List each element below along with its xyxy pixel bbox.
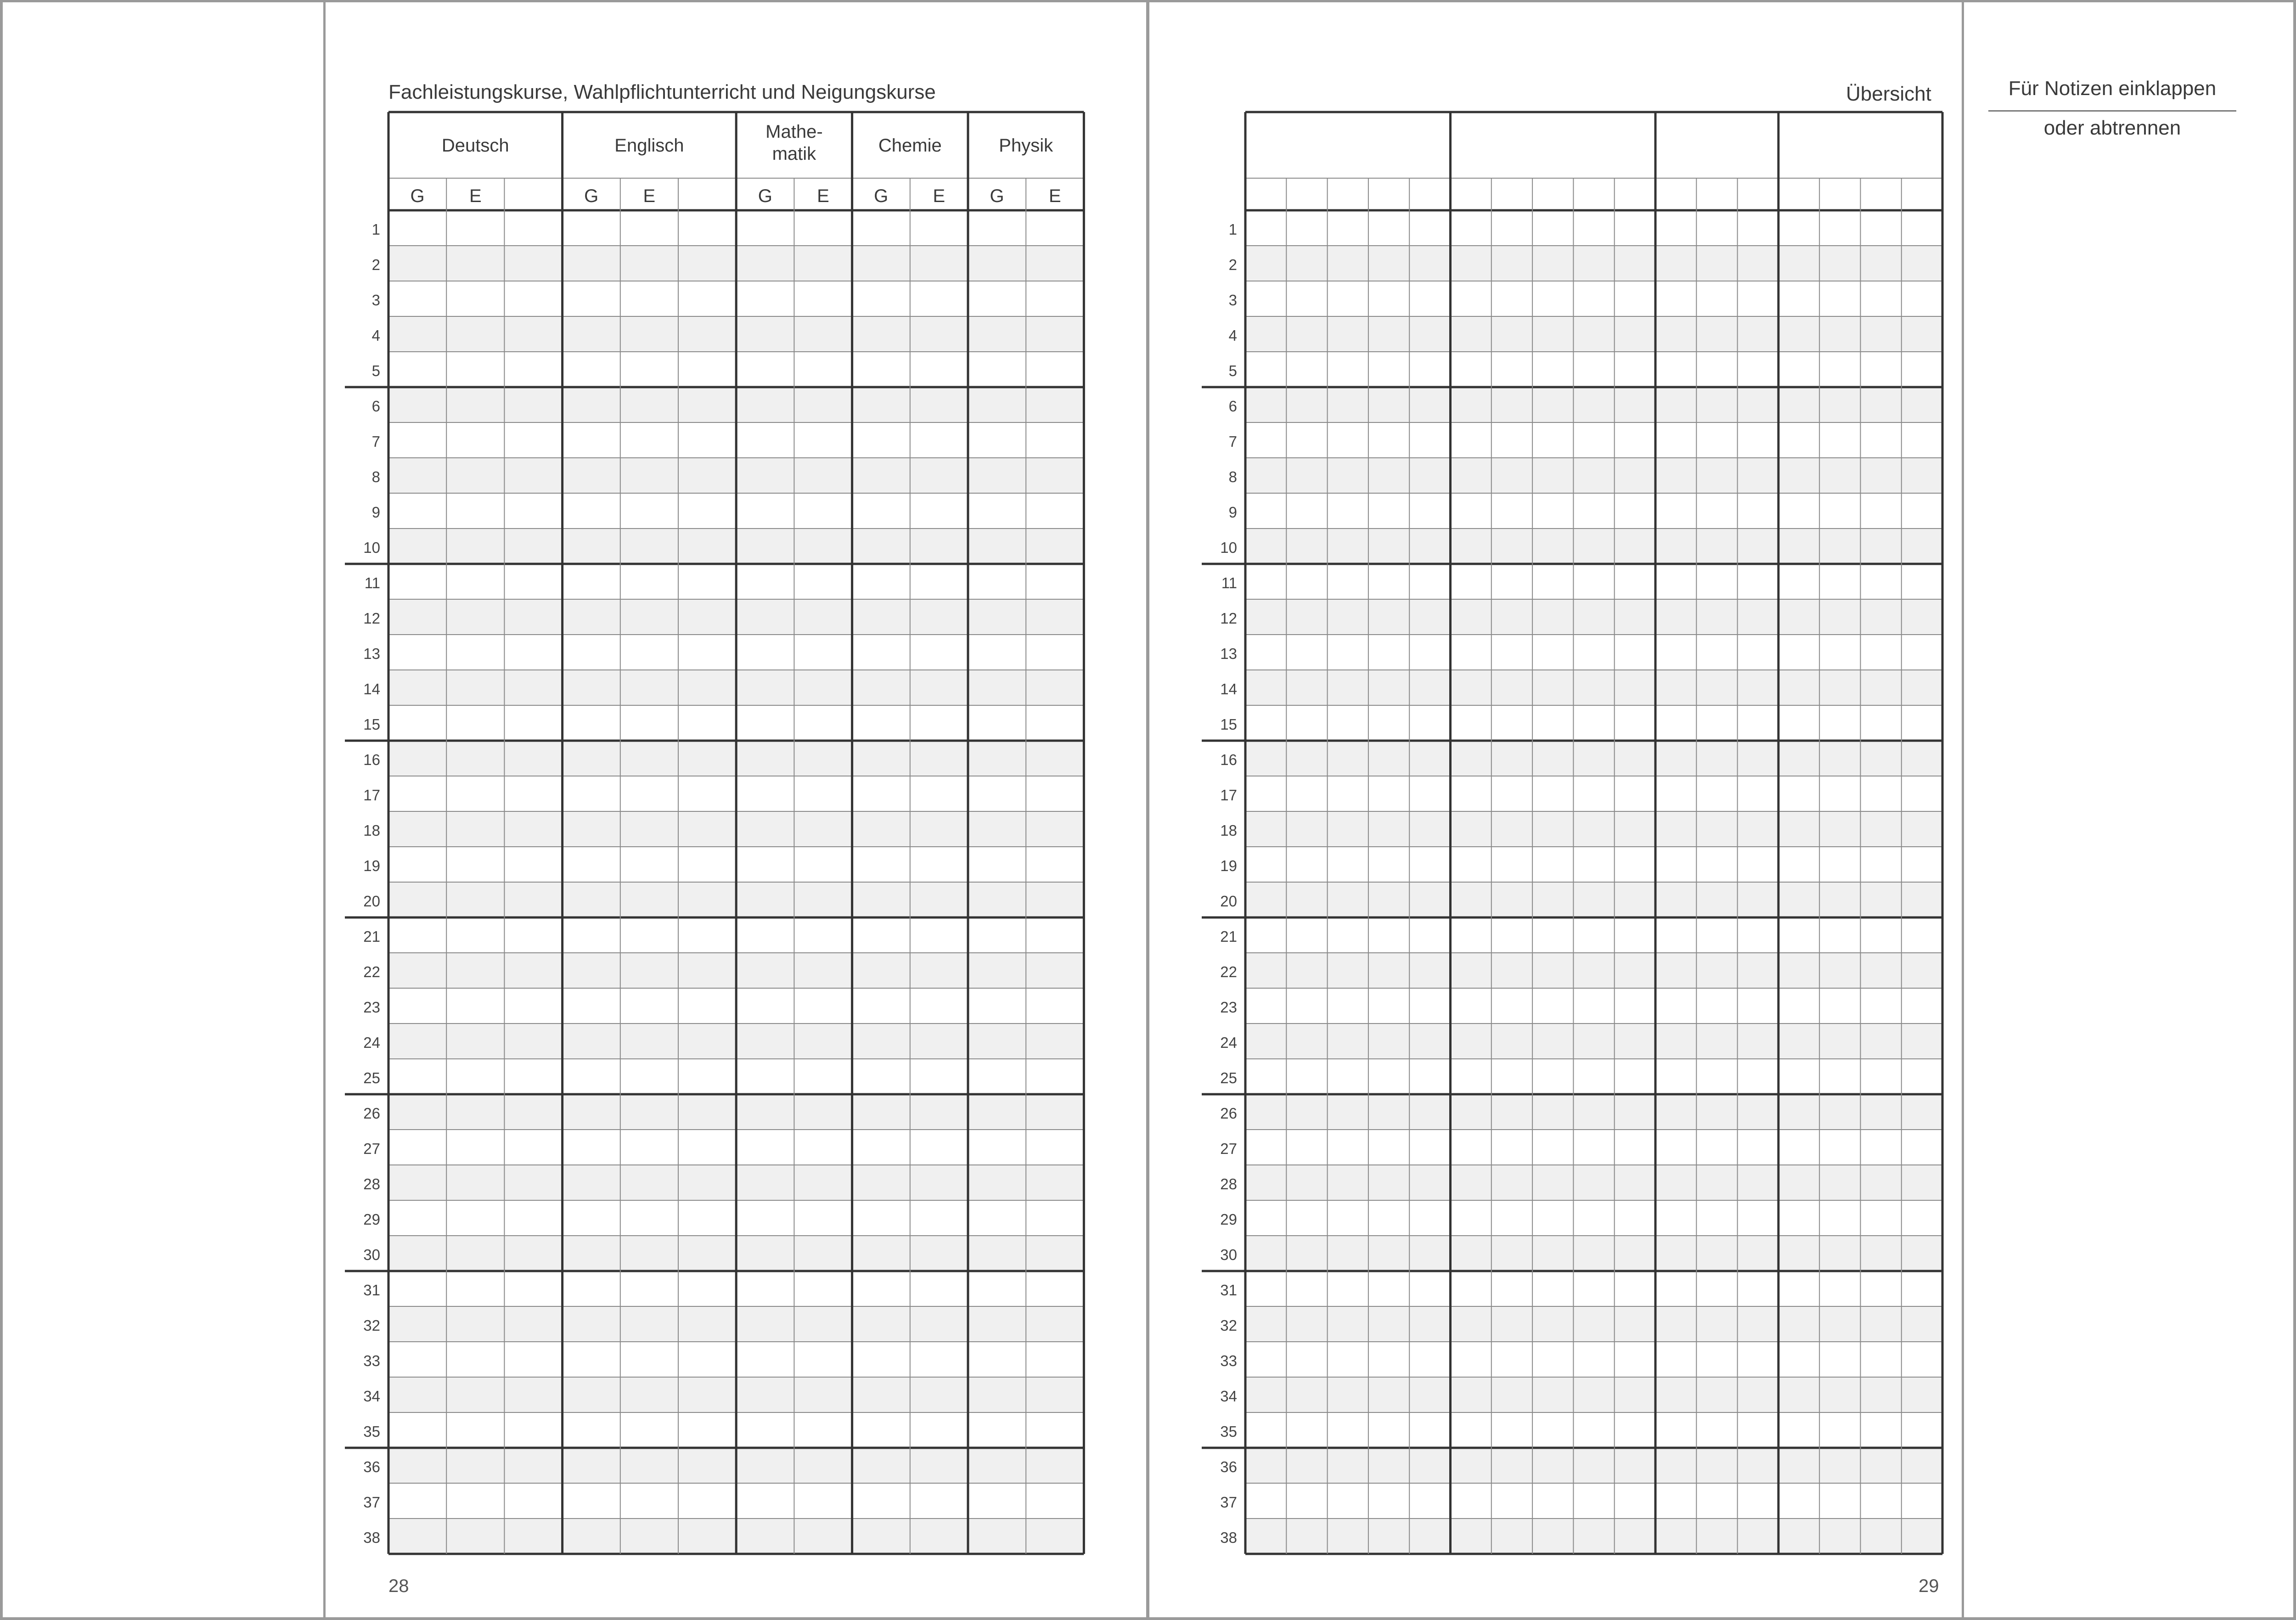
- row-number: 23: [363, 999, 380, 1016]
- row-number: 17: [1220, 787, 1237, 804]
- row-number: 6: [1228, 398, 1237, 415]
- row-number: 35: [1220, 1423, 1237, 1440]
- row-number: 26: [1220, 1105, 1237, 1122]
- row-number: 22: [1220, 963, 1237, 980]
- row-number: 9: [1228, 504, 1237, 521]
- row-number: 12: [363, 610, 380, 627]
- shaded-row-band: [1245, 741, 1942, 776]
- notes-divider-rule: [1988, 110, 2236, 112]
- row-number: 34: [363, 1388, 380, 1405]
- right-page-title: Übersicht: [1846, 83, 1931, 105]
- shaded-row-band: [1245, 811, 1942, 847]
- row-number: 25: [1220, 1069, 1237, 1086]
- row-number: 6: [371, 398, 380, 415]
- level-subheader-label: E: [643, 186, 656, 206]
- level-subheader-label: G: [410, 186, 425, 206]
- shaded-row-band: [1245, 670, 1942, 705]
- row-number: 36: [1220, 1458, 1237, 1475]
- row-number: 1: [1228, 221, 1237, 238]
- row-number: 21: [1220, 928, 1237, 945]
- row-number: 19: [363, 857, 380, 874]
- shaded-row-band: [1245, 599, 1942, 635]
- row-number: 24: [1220, 1034, 1237, 1051]
- level-subheader-label: G: [874, 186, 889, 206]
- subject-header-label: Mathe-: [765, 122, 823, 142]
- row-number: 19: [1220, 857, 1237, 874]
- row-number: 29: [1220, 1211, 1237, 1228]
- notes-instruction-line1: Für Notizen einklappen: [2008, 77, 2217, 100]
- row-number: 13: [363, 645, 380, 662]
- row-number: 7: [371, 433, 380, 450]
- shaded-row-band: [1245, 882, 1942, 917]
- row-number: 27: [1220, 1140, 1237, 1157]
- row-number: 13: [1220, 645, 1237, 662]
- row-number: 20: [363, 893, 380, 910]
- row-number: 32: [1220, 1317, 1237, 1334]
- row-number: 10: [363, 539, 380, 556]
- row-number: 1: [371, 221, 380, 238]
- row-number: 32: [363, 1317, 380, 1334]
- row-number: 5: [371, 362, 380, 379]
- shaded-row-band: [1245, 1519, 1942, 1554]
- row-number: 35: [363, 1423, 380, 1440]
- shaded-row-band: [1245, 1236, 1942, 1271]
- shaded-row-band: [1245, 316, 1942, 352]
- row-number: 30: [1220, 1246, 1237, 1263]
- row-number: 2: [371, 256, 380, 273]
- shaded-row-band: [1245, 1165, 1942, 1200]
- shaded-row-band: [1245, 529, 1942, 564]
- row-number: 38: [1220, 1529, 1237, 1546]
- row-number: 16: [1220, 751, 1237, 768]
- level-subheader-label: E: [1048, 186, 1061, 206]
- shaded-row-band: [1245, 458, 1942, 493]
- shaded-row-band: [1245, 1094, 1942, 1130]
- row-number: 21: [363, 928, 380, 945]
- row-number: 4: [1228, 327, 1237, 344]
- notes-instruction-line2: oder abtrennen: [2043, 117, 2181, 139]
- row-number: 37: [1220, 1494, 1237, 1511]
- row-number: 34: [1220, 1388, 1237, 1405]
- row-number: 28: [363, 1176, 380, 1192]
- row-number: 18: [1220, 822, 1237, 839]
- row-number: 11: [1221, 574, 1237, 591]
- row-number: 18: [363, 822, 380, 839]
- shaded-row-band: [1245, 1306, 1942, 1342]
- row-number: 27: [363, 1140, 380, 1157]
- row-number: 29: [363, 1211, 380, 1228]
- row-number: 22: [363, 963, 380, 980]
- row-number: 14: [1220, 681, 1237, 698]
- row-number: 25: [363, 1069, 380, 1086]
- row-number: 26: [363, 1105, 380, 1122]
- right-page-number: 29: [1919, 1576, 1939, 1596]
- row-number: 20: [1220, 893, 1237, 910]
- row-number: 36: [363, 1458, 380, 1475]
- row-number: 2: [1228, 256, 1237, 273]
- row-number: 31: [363, 1282, 380, 1299]
- level-subheader-label: G: [584, 186, 599, 206]
- row-number: 15: [363, 716, 380, 733]
- row-number: 16: [363, 751, 380, 768]
- row-number: 3: [1228, 292, 1237, 309]
- row-number: 7: [1228, 433, 1237, 450]
- subject-header-label: Englisch: [614, 135, 684, 156]
- row-number: 10: [1220, 539, 1237, 556]
- row-number: 17: [363, 787, 380, 804]
- row-number: 33: [1220, 1352, 1237, 1369]
- level-subheader-label: E: [933, 186, 945, 206]
- row-number: 12: [1220, 610, 1237, 627]
- row-number: 4: [371, 327, 380, 344]
- row-number: 14: [363, 681, 380, 698]
- level-subheader-label: G: [990, 186, 1004, 206]
- row-number: 3: [371, 292, 380, 309]
- shaded-row-band: [1245, 246, 1942, 281]
- row-number: 30: [363, 1246, 380, 1263]
- subject-header-label: Chemie: [878, 135, 942, 156]
- shaded-row-band: [1245, 1448, 1942, 1483]
- shaded-row-band: [1245, 1377, 1942, 1412]
- row-number: 37: [363, 1494, 380, 1511]
- left-page-title: Fachleistungskurse, Wahlpflichtunterricht und Neigungskurse: [388, 81, 936, 103]
- row-number: 11: [364, 574, 380, 591]
- level-subheader-label: E: [817, 186, 829, 206]
- row-number: 31: [1220, 1282, 1237, 1299]
- row-number: 5: [1228, 362, 1237, 379]
- shaded-row-band: [1245, 1024, 1942, 1059]
- subject-header-label: matik: [772, 144, 816, 164]
- row-number: 38: [363, 1529, 380, 1546]
- row-number: 8: [371, 468, 380, 485]
- row-number: 24: [363, 1034, 380, 1051]
- shaded-row-band: [1245, 387, 1942, 422]
- row-number: 28: [1220, 1176, 1237, 1192]
- shaded-row-band: [1245, 953, 1942, 988]
- row-number: 8: [1228, 468, 1237, 485]
- left-page-number: 28: [388, 1576, 409, 1596]
- row-number: 23: [1220, 999, 1237, 1016]
- subject-header-label: Physik: [999, 135, 1053, 156]
- row-number: 33: [363, 1352, 380, 1369]
- subject-header-label: Deutsch: [441, 135, 509, 156]
- row-number: 9: [371, 504, 380, 521]
- row-number: 15: [1220, 716, 1237, 733]
- level-subheader-label: G: [758, 186, 772, 206]
- level-subheader-label: E: [469, 186, 482, 206]
